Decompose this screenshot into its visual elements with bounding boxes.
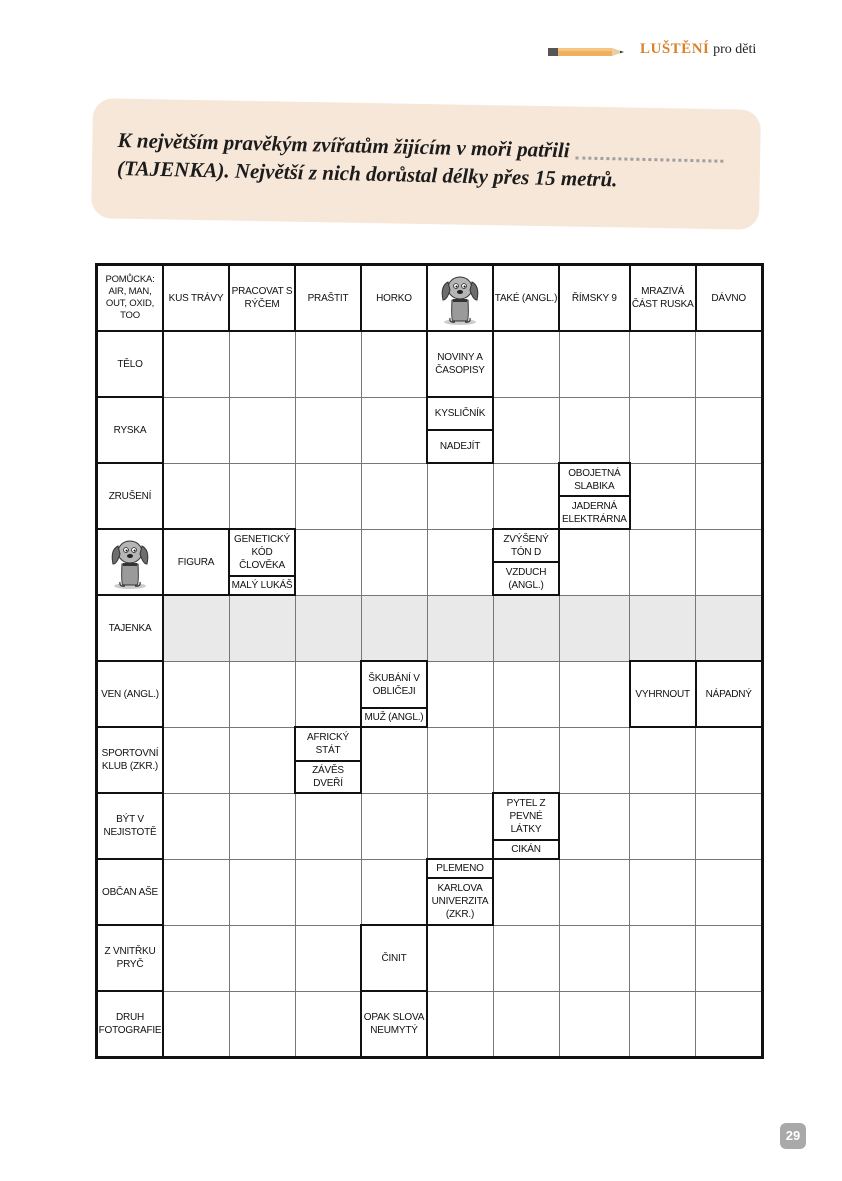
tajenka-cell[interactable] [630,595,696,661]
split-clue-cell [493,793,559,859]
answer-blank [575,146,723,162]
answer-cell[interactable] [163,661,229,727]
clue-top: AFRICKÝ STÁT [307,732,349,756]
clue-top: OBOJETNÁ SLABIKA [568,467,621,492]
page-number: 29 [780,1123,806,1149]
answer-cell[interactable] [295,529,361,595]
answer-cell[interactable] [493,991,559,1058]
dog-cell [97,529,164,595]
clue-cell: TAKÉ (ANGL.) [493,265,559,332]
answer-cell[interactable] [229,727,295,793]
answer-cell[interactable] [163,727,229,793]
row-clue: RYSKA [97,397,164,463]
clue-bottom: KARLOVA UNIVERZITA (ZKR.) [431,883,489,920]
clue-cell: ČINIT [361,925,427,991]
answer-cell[interactable] [630,529,696,595]
answer-cell[interactable] [630,463,696,529]
page-header [548,40,778,64]
answer-cell[interactable] [229,991,295,1058]
grid-row [97,661,763,727]
answer-cell[interactable] [229,661,295,727]
clue-top: ZVÝŠENÝ TÓN D [503,533,549,558]
answer-cell[interactable] [493,859,559,925]
clue-cell: MRAZIVÁ ČÁST RUSKA [630,265,696,332]
answer-cell[interactable] [427,991,493,1058]
answer-cell[interactable] [163,991,229,1058]
dog-icon [437,270,483,326]
answer-cell[interactable] [295,859,361,925]
answer-cell[interactable] [696,925,763,991]
clue-cell: KUS TRÁVY [163,265,229,332]
clue-bottom: MUŽ (ANGL.) [362,707,426,726]
clue-top: GENETICKÝ KÓD ČLOVĚKA [234,534,290,571]
answer-cell[interactable] [559,331,630,397]
intro-line-2: (TAJENKA). Největší z nich dorůstal délky přes 15 metrů. [116,155,618,192]
answer-cell[interactable] [696,397,763,463]
split-clue-cell [361,661,427,727]
tajenka-cell[interactable] [493,595,559,661]
answer-cell[interactable] [696,793,763,859]
answer-cell[interactable] [559,859,630,925]
answer-cell[interactable] [163,859,229,925]
clue-cell: PRAŠTIT [295,265,361,332]
answer-cell[interactable] [361,727,427,793]
answer-cell[interactable] [295,925,361,991]
answer-cell[interactable] [696,463,763,529]
tajenka-cell[interactable] [696,595,763,661]
split-clue-cell [427,859,493,925]
answer-cell[interactable] [163,793,229,859]
clue-bottom: NADEJÍT [428,429,492,462]
grid-row [97,925,763,991]
answer-cell[interactable] [229,793,295,859]
grid-row [97,991,763,1058]
answer-cell[interactable] [630,331,696,397]
clue-cell: OPAK SLOVA NEUMYTÝ [361,991,427,1058]
grid-row [97,793,763,859]
answer-cell[interactable] [295,463,361,529]
split-clue-cell [229,529,295,595]
tajenka-cell[interactable] [427,595,493,661]
pencil-icon [548,46,628,58]
answer-cell[interactable] [493,925,559,991]
answer-cell[interactable] [427,793,493,859]
tajenka-cell[interactable] [229,595,295,661]
clue-cell [97,265,164,332]
grid-row [97,859,763,925]
section-title-bold: LUŠTĚNÍ [640,41,710,57]
answer-cell[interactable] [163,925,229,991]
hint-text: POMŮCKA: AIR, MAN, OUT, OXID, TOO [105,274,155,321]
row-clue: BÝT V NEJISTOTĚ [97,793,164,859]
answer-cell[interactable] [630,925,696,991]
split-clue-cell [559,463,630,529]
clue-bottom: VZDUCH (ANGL.) [494,561,558,594]
tajenka-cell[interactable] [163,595,229,661]
answer-cell[interactable] [630,991,696,1058]
section-title [640,41,756,58]
split-clue-cell [427,397,493,463]
split-clue-cell [493,529,559,595]
clue-bottom: JADERNÁ ELEKTRÁRNA [560,495,629,528]
row-clue: Z VNITŘKU PRYČ [97,925,164,991]
answer-cell[interactable] [361,463,427,529]
clue-cell: ŘÍMSKY 9 [559,265,630,332]
answer-cell[interactable] [427,529,493,595]
answer-cell[interactable] [295,991,361,1058]
answer-cell[interactable] [559,397,630,463]
clue-bottom: ZÁVĚS DVEŘÍ [296,760,360,792]
clue-cell: NOVINY A ČASOPISY [427,331,493,397]
answer-cell[interactable] [295,397,361,463]
answer-cell[interactable] [163,331,229,397]
answer-cell[interactable] [163,397,229,463]
clue-bottom: MALÝ LUKÁŠ [230,575,294,594]
split-clue-cell [295,727,361,793]
tajenka-cell[interactable] [559,595,630,661]
clue-cell: FIGURA [163,529,229,595]
answer-cell[interactable] [630,397,696,463]
clue-top: PYTEL Z PEVNÉ LÁTKY [506,798,546,835]
answer-cell[interactable] [630,859,696,925]
grid-row [97,529,763,595]
clue-cell: VYHRNOUT [630,661,696,727]
answer-cell[interactable] [427,925,493,991]
answer-cell[interactable] [229,331,295,397]
answer-cell[interactable] [229,463,295,529]
answer-cell[interactable] [559,991,630,1058]
intro-line-1: K největším pravěkým zvířatům žijícím v moři patřili [117,127,570,163]
answer-cell[interactable] [361,859,427,925]
grid-row [97,397,763,463]
section-title-rest: pro děti [713,42,757,57]
answer-cell[interactable] [295,661,361,727]
answer-cell[interactable] [361,529,427,595]
tajenka-cell[interactable] [361,595,427,661]
clue-cell: PRACOVAT S RÝČEM [229,265,295,332]
row-clue: TĚLO [97,331,164,397]
row-clue: DRUH FOTOGRAFIE [97,991,164,1058]
answer-cell[interactable] [559,727,630,793]
clue-top: ŠKUBÁNÍ V OBLIČEJI [368,672,420,697]
answer-cell[interactable] [559,529,630,595]
answer-cell[interactable] [229,397,295,463]
clue-cell: DÁVNO [696,265,763,332]
answer-cell[interactable] [696,331,763,397]
row-clue: TAJENKA [97,595,164,661]
answer-cell[interactable] [493,463,559,529]
answer-cell[interactable] [163,463,229,529]
answer-cell[interactable] [361,397,427,463]
tajenka-row [97,595,763,661]
row-clue: ZRUŠENÍ [97,463,164,529]
answer-cell[interactable] [493,727,559,793]
answer-cell[interactable] [696,727,763,793]
answer-cell[interactable] [427,463,493,529]
dog-cell [427,265,493,332]
answer-cell[interactable] [559,661,630,727]
answer-cell[interactable] [427,727,493,793]
answer-cell[interactable] [696,859,763,925]
grid-row [97,463,763,529]
answer-cell[interactable] [696,991,763,1058]
answer-cell[interactable] [361,793,427,859]
row-clue: VEN (ANGL.) [97,661,164,727]
answer-cell[interactable] [559,793,630,859]
grid-header-row [97,265,763,332]
answer-cell[interactable] [427,661,493,727]
answer-cell[interactable] [229,859,295,925]
answer-cell[interactable] [361,331,427,397]
answer-cell[interactable] [493,661,559,727]
answer-cell[interactable] [229,925,295,991]
crossword-grid [95,263,764,1059]
tajenka-cell[interactable] [295,595,361,661]
answer-cell[interactable] [295,793,361,859]
row-clue: SPORTOVNÍ KLUB (ZKR.) [97,727,164,793]
answer-cell[interactable] [493,397,559,463]
answer-cell[interactable] [630,793,696,859]
answer-cell[interactable] [295,331,361,397]
clue-bottom: CIKÁN [494,839,558,858]
dog-icon [107,534,153,590]
clue-top: PLEMENO [428,860,492,879]
answer-cell[interactable] [696,529,763,595]
clue-cell: HORKO [361,265,427,332]
answer-cell[interactable] [493,331,559,397]
clue-top: KYSLIČNÍK [434,408,486,419]
answer-cell[interactable] [559,925,630,991]
clue-cell: NÁPADNÝ [696,661,763,727]
grid-row [97,331,763,397]
grid-row [97,727,763,793]
row-clue: OBČAN AŠE [97,859,164,925]
answer-cell[interactable] [630,727,696,793]
